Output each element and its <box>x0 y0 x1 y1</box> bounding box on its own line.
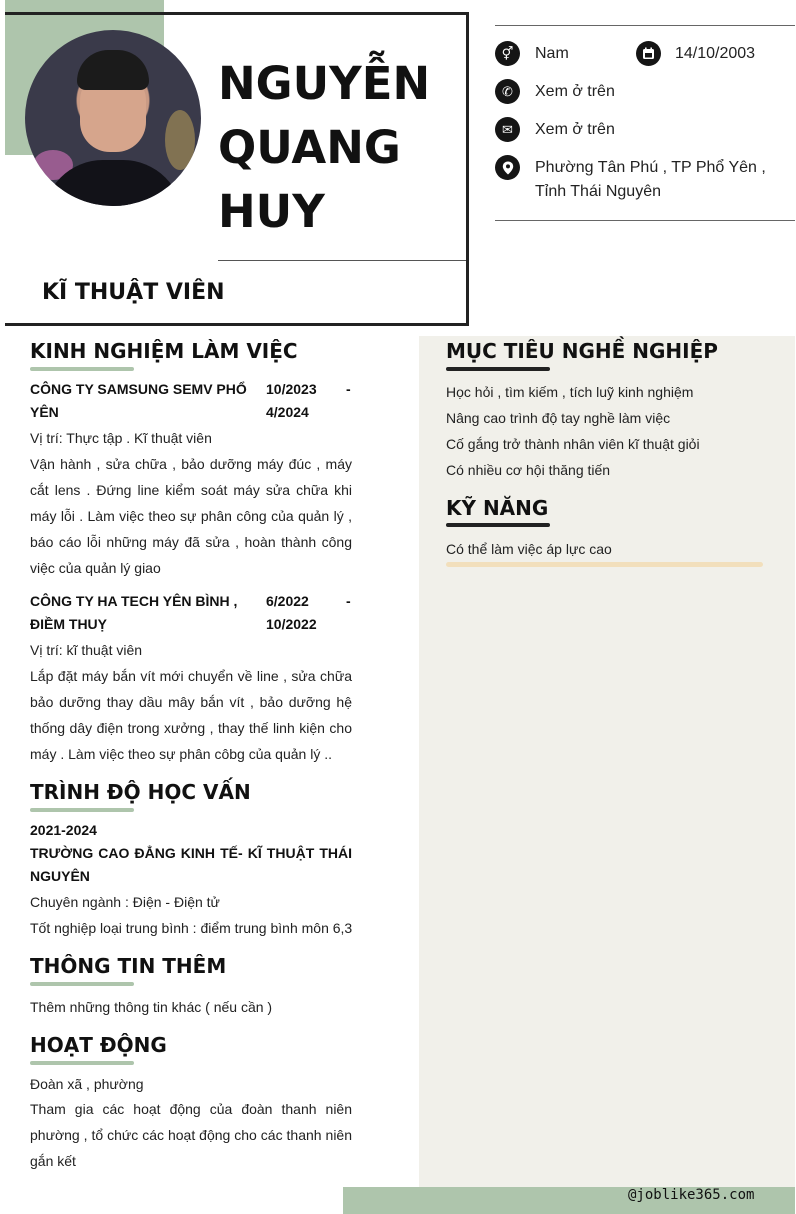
company-line: CÔNG TY SAMSUNG SEMV PHỔ <box>30 381 247 397</box>
email-value: Xem ở trên <box>535 121 615 138</box>
job-date-end: 10/2022 <box>266 616 317 632</box>
job-date-start: 6/2022 <box>266 593 309 609</box>
job-description: Vận hành , sửa chữa , bảo dưỡng máy đúc , máy cắt lens . Đứng line kiểm soát máy sửa chữa khi máy lỗi . Làm việc theo sự phân công của quản lý , báo cáo lỗi những máy đã sửa , hoàn thành công việc của quản lý giao <box>30 456 352 576</box>
skill-level-bar <box>446 562 763 567</box>
education-underline <box>30 808 134 812</box>
job-date-dash: - <box>346 381 351 397</box>
activities-org: Đoàn xã , phường <box>30 1076 144 1092</box>
job-position: Vị trí: kĩ thuật viên <box>30 642 143 658</box>
objective-item: Có nhiều cơ hội thăng tiến <box>446 462 611 478</box>
name-divider <box>218 260 466 261</box>
name-frame-bottom <box>5 323 469 326</box>
education-years: 2021-2024 <box>30 822 97 838</box>
job-position: Vị trí: Thực tập . Kĩ thuật viên <box>30 430 212 446</box>
company-line: ĐIỀM THUỴ <box>30 616 107 632</box>
skills-title: KỸ NĂNG <box>446 496 549 520</box>
objective-item: Học hỏi , tìm kiếm , tích luỹ kinh nghiệm <box>446 384 694 400</box>
contact-divider-top <box>495 25 795 26</box>
company-line: CÔNG TY HA TECH YÊN BÌNH , <box>30 593 238 609</box>
extra-info-underline <box>30 982 134 986</box>
activities-description: Tham gia các hoạt động của đoàn thanh niên phường , tổ chức các hoạt động cho các thanh niên gắn kết <box>30 1101 352 1169</box>
job-description: Lắp đặt máy bắn vít mới chuyển về line , sửa chữa bảo dưỡng thay dầu mây bắn vít , bảo dưỡng hệ thống dây điện trong xưởng , thay thế linh kiện cho máy . Làm việc theo sự phân côbg của quản lý .. <box>30 668 352 762</box>
address-value <box>535 156 785 204</box>
name-line: HUY <box>218 185 325 238</box>
experience-underline <box>30 367 134 371</box>
phone-icon: ✆ <box>495 79 520 104</box>
education-school: TRƯỜNG CAO ĐẲNG KINH TẾ- KĨ THUẬT THÁI NGUYÊN <box>30 845 352 884</box>
education-result: Tốt nghiệp loại trung bình : điểm trung bình môn 6,3 <box>30 920 353 936</box>
avatar <box>25 30 201 206</box>
education-title: TRÌNH ĐỘ HỌC VẤN <box>30 780 251 804</box>
gender-value: Nam <box>535 45 569 62</box>
job-date-start: 10/2023 <box>266 381 317 397</box>
activities-title: HOẠT ĐỘNG <box>30 1033 167 1057</box>
education-major: Chuyên ngành : Điện - Điện tử <box>30 894 220 910</box>
calendar-icon <box>636 41 661 66</box>
job-company <box>30 590 252 636</box>
full-name <box>218 52 458 244</box>
extra-info-title: THÔNG TIN THÊM <box>30 954 227 978</box>
job-company <box>30 378 252 424</box>
location-pin-icon <box>495 155 520 180</box>
job-title: KĨ THUẬT VIÊN <box>42 280 225 305</box>
birthday-value: 14/10/2003 <box>675 45 756 62</box>
objective-item: Nâng cao trình độ tay nghề làm việc <box>446 410 671 426</box>
experience-title: KINH NGHIỆM LÀM VIỆC <box>30 339 298 363</box>
name-line: QUANG <box>218 121 401 174</box>
job-date-dash: - <box>346 593 351 609</box>
envelope-icon: ✉ <box>495 117 520 142</box>
gender-icon: ⚥ <box>495 41 520 66</box>
address-line: Phường Tân Phú , TP Phổ Yên , <box>535 159 766 176</box>
job-date-end: 4/2024 <box>266 404 309 420</box>
phone-value: Xem ở trên <box>535 83 615 100</box>
objective-item: Cố gắng trở thành nhân viên kĩ thuật giỏi <box>446 436 700 452</box>
extra-info-text: Thêm những thông tin khác ( nếu cần ) <box>30 999 273 1015</box>
contact-divider-bottom <box>495 220 795 221</box>
address-line: Tỉnh Thái Nguyên <box>535 183 661 200</box>
activities-underline <box>30 1061 134 1065</box>
objective-underline <box>446 367 550 371</box>
skill-name: Có thể làm việc áp lực cao <box>446 541 612 557</box>
objective-title: MỤC TIÊU NGHỀ NGHIỆP <box>446 339 718 363</box>
footer-watermark: @joblike365.com <box>628 1187 755 1203</box>
company-line: YÊN <box>30 404 59 420</box>
skills-underline <box>446 523 550 527</box>
name-line: NGUYỄN <box>218 57 431 110</box>
